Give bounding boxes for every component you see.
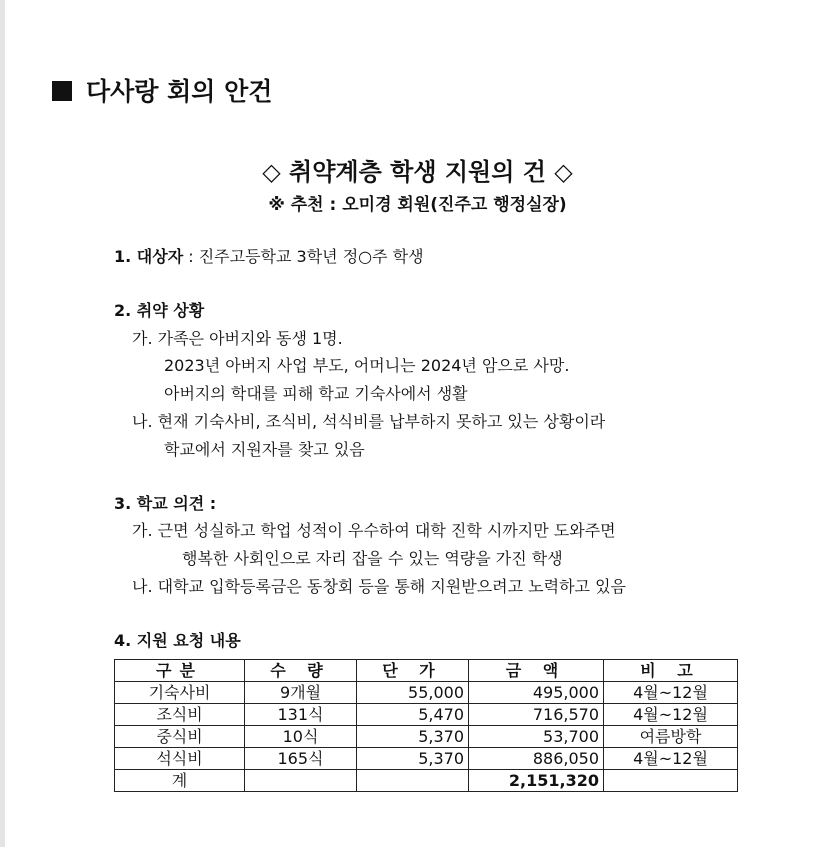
header-quantity: 수 량	[245, 660, 357, 682]
section-2-line: 아버지의 학대를 피해 학교 기숙사에서 생활	[164, 384, 468, 403]
table-header-row	[115, 660, 738, 682]
cell-category: 기숙사비	[115, 682, 245, 704]
cell-category: 중식비	[115, 726, 245, 748]
table-row	[115, 748, 738, 770]
total-amount: 2,151,320	[469, 770, 604, 792]
cell-unit-price: 5,370	[357, 748, 469, 770]
square-bullet-icon	[52, 81, 72, 101]
table-total-row	[115, 770, 738, 792]
table-row	[115, 726, 738, 748]
total-note-empty	[604, 770, 738, 792]
cell-category: 조식비	[115, 704, 245, 726]
section-2-line: 학교에서 지원자를 찾고 있음	[164, 440, 365, 459]
page-edge	[0, 0, 5, 847]
cell-quantity: 9개월	[245, 682, 357, 704]
header-note: 비 고	[604, 660, 738, 682]
total-quantity-empty	[245, 770, 357, 792]
cell-note: 4월~12월	[604, 748, 738, 770]
cell-note: 4월~12월	[604, 704, 738, 726]
section-2-line: 가. 가족은 아버지와 동생 1명.	[132, 329, 343, 348]
cell-unit-price: 55,000	[357, 682, 469, 704]
table-row	[115, 704, 738, 726]
cell-amount: 716,570	[469, 704, 604, 726]
cell-note: 여름방학	[604, 726, 738, 748]
section-3-label: 3. 학교 의견 :	[114, 494, 217, 513]
document-title: ◇ 취약계층 학생 지원의 건 ◇	[262, 158, 573, 186]
section-3-line: 나. 대학교 입학등록금은 동창회 등을 통해 지원받으려고 노력하고 있음	[132, 577, 626, 596]
cell-unit-price: 5,470	[357, 704, 469, 726]
section-3-line: 가. 근면 성실하고 학업 성적이 우수하여 대학 진학 시까지만 도와주면	[132, 521, 616, 540]
recommendation-note: ※ 추천 : 오미경 회원(진주고 행정실장)	[268, 195, 567, 215]
cell-unit-price: 5,370	[357, 726, 469, 748]
cell-category: 석식비	[115, 748, 245, 770]
cell-amount: 886,050	[469, 748, 604, 770]
total-unit-price-empty	[357, 770, 469, 792]
header-category: 구분	[115, 660, 245, 682]
section-3-line: 행복한 사회인으로 자리 잡을 수 있는 역량을 가진 학생	[182, 549, 563, 568]
cell-quantity: 10식	[245, 726, 357, 748]
support-request-table	[114, 659, 738, 792]
section-1-text: : 진주고등학교 3학년 정○주 학생	[188, 247, 424, 266]
cell-amount: 53,700	[469, 726, 604, 748]
header-unit-price: 단 가	[357, 660, 469, 682]
section-2-line: 2023년 아버지 사업 부도, 어머니는 2024년 암으로 사망.	[164, 356, 570, 375]
heading-text: 다사랑 회의 안건	[86, 77, 273, 106]
header-amount: 금 액	[469, 660, 604, 682]
total-label: 계	[115, 770, 245, 792]
table-row	[115, 682, 738, 704]
cell-quantity: 165식	[245, 748, 357, 770]
section-1	[114, 244, 424, 267]
page-heading	[52, 72, 272, 108]
section-2-line: 나. 현재 기숙사비, 조식비, 석식비를 납부하지 못하고 있는 상황이라	[132, 412, 606, 431]
section-4-label: 4. 지원 요청 내용	[114, 631, 241, 650]
cell-note: 4월~12월	[604, 682, 738, 704]
cell-quantity: 131식	[245, 704, 357, 726]
section-1-label: 1. 대상자	[114, 247, 184, 266]
section-2-label: 2. 취약 상황	[114, 301, 205, 320]
cell-amount: 495,000	[469, 682, 604, 704]
